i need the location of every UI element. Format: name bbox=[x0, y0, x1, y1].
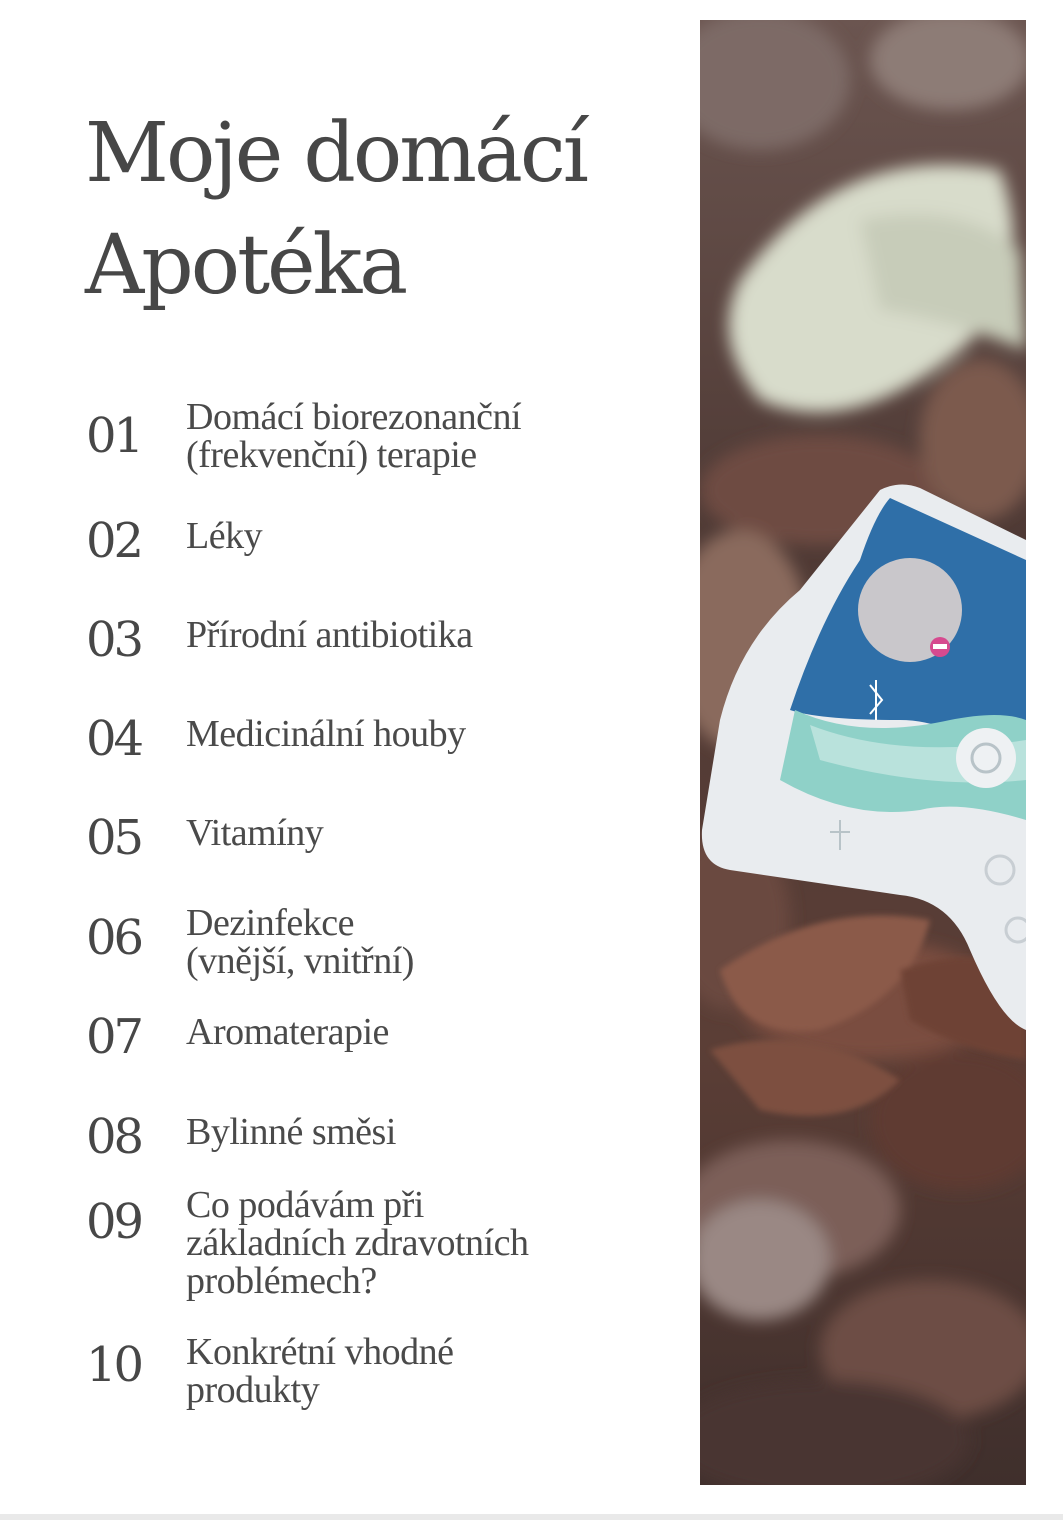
toc-number: 07 bbox=[86, 1009, 142, 1065]
title-line-2: Apotéka bbox=[85, 218, 406, 313]
title-line-1: Moje domácí bbox=[85, 106, 587, 201]
toc-number: 05 bbox=[86, 810, 142, 866]
toc-label: Přírodní antibiotika bbox=[186, 614, 473, 656]
toc-label: Léky bbox=[186, 515, 263, 557]
toc-label: Dezinfekce (vnější, vnitřní) bbox=[186, 902, 414, 982]
toc-number: 02 bbox=[86, 513, 142, 569]
toc-label: Bylinné směsi bbox=[186, 1111, 396, 1153]
toc-number: 04 bbox=[86, 711, 142, 767]
toc-label: Aromaterapie bbox=[186, 1011, 389, 1053]
toc-number: 09 bbox=[86, 1194, 142, 1250]
toc-label: Domácí biorezonanční (frekvenční) terapie bbox=[186, 396, 522, 476]
photo-illustration bbox=[700, 20, 1026, 1485]
toc-label: Medicinální houby bbox=[186, 713, 466, 755]
toc-number: 06 bbox=[86, 910, 142, 966]
bottom-divider bbox=[0, 1514, 1063, 1520]
cover-photo bbox=[700, 20, 1026, 1485]
toc-label: Vitamíny bbox=[186, 812, 324, 854]
toc-number: 03 bbox=[86, 612, 142, 668]
toc-number: 08 bbox=[86, 1109, 142, 1165]
toc-number: 01 bbox=[86, 408, 142, 464]
page-title bbox=[85, 98, 586, 322]
toc-label: Co podávám při základních zdravotních problémech? bbox=[186, 1184, 529, 1302]
toc-label: Konkrétní vhodné produkty bbox=[186, 1331, 454, 1411]
toc-number: 10 bbox=[86, 1337, 142, 1393]
